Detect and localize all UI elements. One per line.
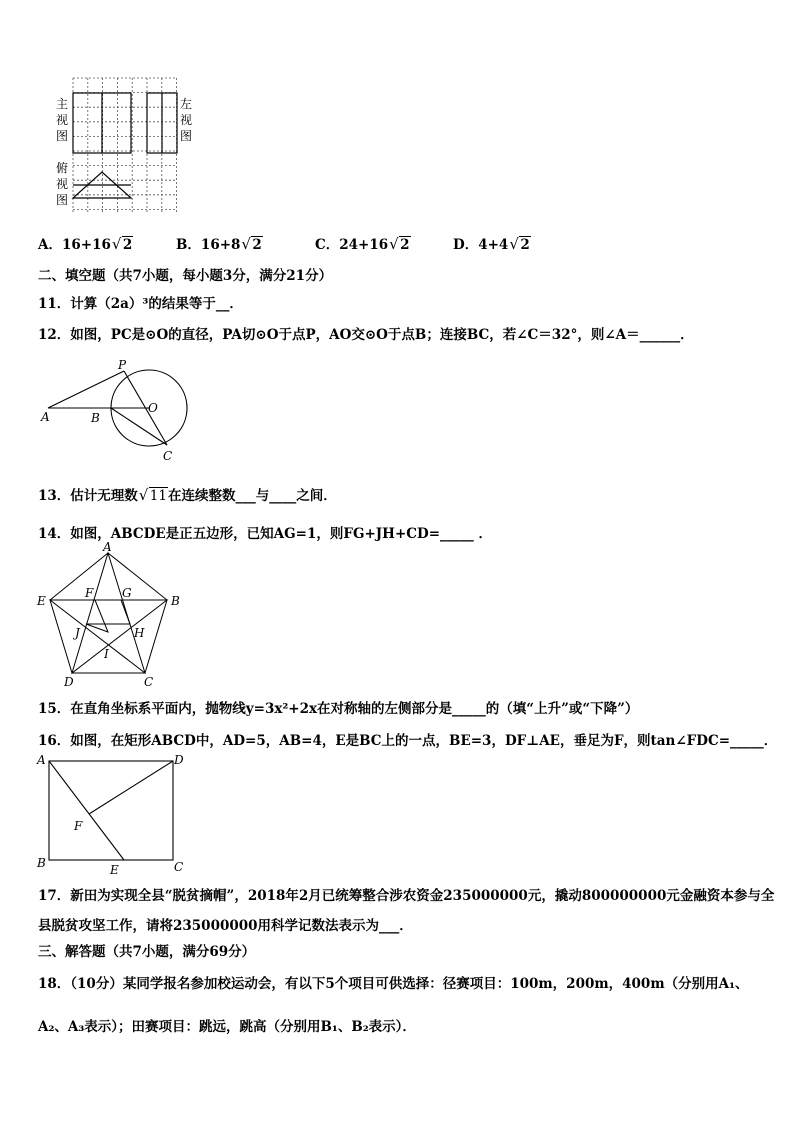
q10-option-b[interactable] (176, 233, 263, 253)
question-11: 11．计算（2a）³的结果等于__． (38, 296, 243, 312)
label-a: A (103, 540, 112, 554)
segment-df (89, 761, 173, 814)
question-17-line-2: 县脱贫攻坚工作，请将235000000用科学记数法表示为___． (38, 918, 413, 934)
label-h: H (134, 626, 145, 640)
label-p: P (118, 358, 127, 372)
question-18-line-2: A₂、A₃表示）；田赛项目：跳远，跳高（分别用B₁、B₂表示）． (38, 1019, 416, 1035)
main-view-label-3: 图 (56, 129, 69, 143)
q13-after: 在连续整数___与____之间． (167, 488, 337, 504)
figure-12-circle (36, 358, 196, 466)
label-b: B (91, 411, 100, 425)
label-c: C (163, 449, 173, 463)
figure-14-pentagon (34, 540, 194, 690)
left-view-label-2: 视 (180, 113, 193, 127)
q10-option-c[interactable] (315, 233, 411, 253)
label-g: G (122, 586, 132, 600)
option-prefix: 4+4 (478, 237, 509, 253)
label-e: E (110, 863, 119, 877)
top-view-label-3: 图 (56, 193, 69, 207)
figure-16-rectangle (34, 750, 194, 878)
rectangle-abcd (49, 761, 173, 860)
option-prefix: 16+16 (61, 237, 111, 253)
question-16: 16．如图，在矩形ABCD中，AD=5，AB=4，E是BC上的一点，BE=3，DF⊥AE，垂足为F，则tan∠FDC=_____． (38, 733, 778, 749)
label-d: D (64, 675, 74, 689)
option-letter: C． (315, 237, 340, 253)
left-view-label-3: 图 (180, 129, 193, 143)
radicand: 11 (149, 488, 167, 504)
sqrt-symbol (140, 488, 168, 504)
option-prefix: 16+8 (200, 237, 241, 253)
label-o: O (148, 401, 158, 415)
main-view-label-2: 视 (56, 113, 69, 127)
question-18-line-1: 18．（10分）某同学报名参加校运动会，有以下5个项目可供选择：径赛项目：100m，200m，400m（分别用A₁、 (38, 976, 749, 992)
segment-ap (48, 371, 124, 408)
label-d: D (174, 753, 184, 767)
left-view-label-1: 左 (180, 97, 193, 111)
main-view-label-1: 主 (56, 97, 69, 111)
label-c: C (174, 860, 184, 874)
q13-before: 13．估计无理数 (38, 488, 138, 504)
question-12: 12．如图，PC是⊙O的直径，PA切⊙O于点P，AO交⊙O于点B；连接BC，若∠C＝32°，则∠A＝______． (38, 327, 694, 343)
label-b: B (171, 594, 180, 608)
label-a: A (41, 410, 50, 424)
option-letter: B． (176, 237, 201, 253)
label-f: F (74, 819, 83, 833)
label-b: B (37, 856, 46, 870)
section-3-heading: 三、解答题（共7小题，满分69分） (38, 944, 256, 960)
option-prefix: 24+16 (339, 237, 389, 253)
segment-ae (49, 761, 124, 860)
sqrt-symbol (510, 237, 530, 253)
q10-option-d[interactable] (453, 233, 531, 253)
question-15: 15．在直角坐标系平面内，抛物线y=3x²+2x在对称轴的左侧部分是_____的（填“上升”或“下降”） (38, 701, 639, 717)
question-13 (38, 484, 337, 504)
radicand: 2 (252, 237, 262, 253)
sqrt-symbol (242, 237, 262, 253)
label-a: A (37, 753, 46, 767)
label-f: F (85, 586, 94, 600)
radicand: 2 (400, 237, 410, 253)
section-2-heading: 二、填空题（共7小题，每小题3分，满分21分） (38, 268, 333, 284)
top-view-label-1: 俯 (56, 161, 69, 175)
option-letter: A． (38, 237, 62, 253)
label-c: C (144, 675, 154, 689)
sqrt-symbol (113, 237, 133, 253)
label-e: E (37, 594, 46, 608)
option-letter: D． (453, 237, 479, 253)
three-view-figure (52, 72, 202, 217)
question-14: 14．如图，ABCDE是正五边形，已知AG=1，则FG+JH+CD=_____ ． (38, 526, 492, 542)
segment-bc (111, 408, 167, 445)
sqrt-symbol (390, 237, 410, 253)
top-view-label-2: 视 (56, 177, 69, 191)
radicand: 2 (520, 237, 530, 253)
q10-option-a[interactable] (38, 233, 133, 253)
radicand: 2 (122, 237, 133, 253)
question-17-line-1: 17．新田为实现全县“脱贫摘帽”，2018年2月已统筹整合涉农资金235000000元，撬动800000000元金融资本参与全 (38, 888, 775, 904)
label-j: J (75, 626, 80, 640)
label-i: I (104, 647, 109, 661)
